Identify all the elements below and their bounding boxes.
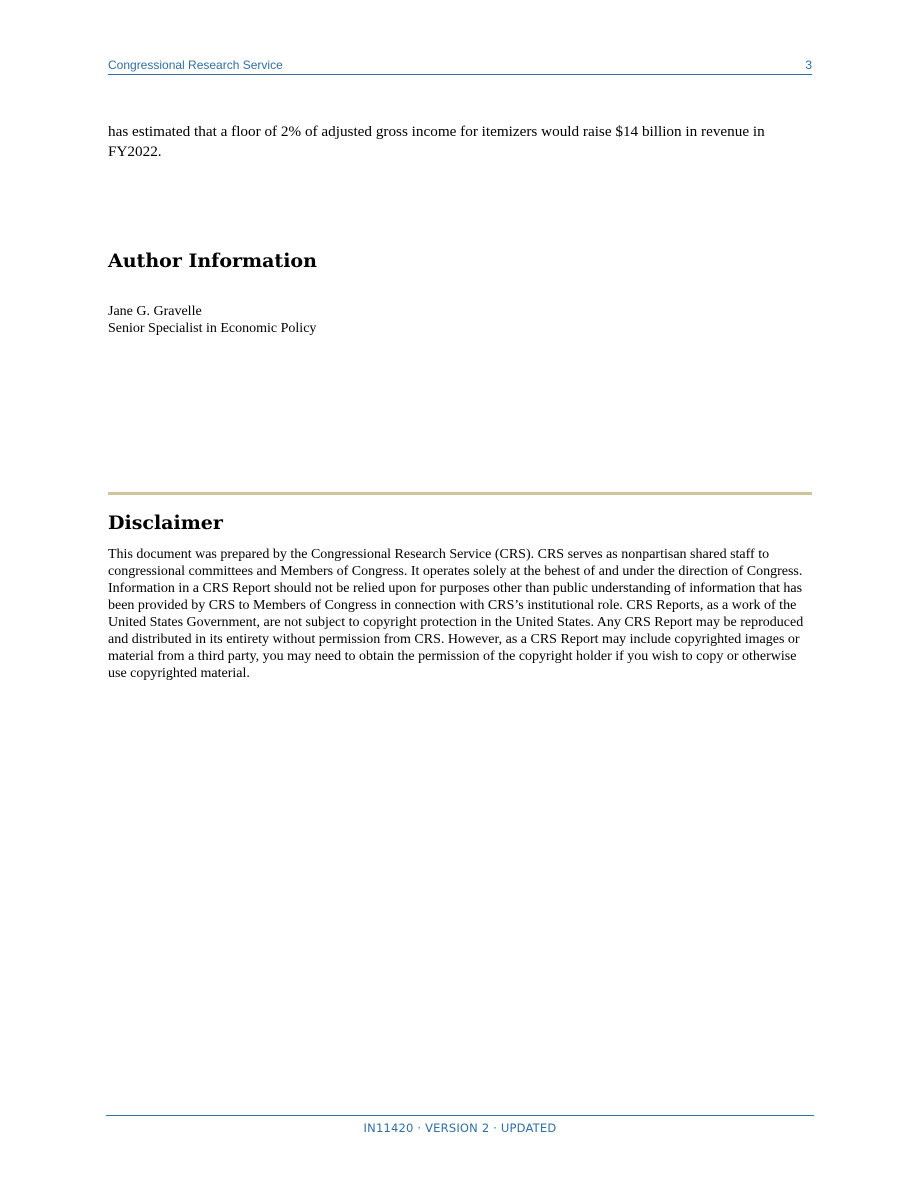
- disclaimer-heading: Disclaimer: [108, 512, 223, 534]
- author-block: [108, 303, 316, 337]
- author-information-heading: Author Information: [108, 250, 317, 272]
- body-continuation-paragraph: has estimated that a floor of 2% of adjusted gross income for itemizers would raise $14 billion in revenue in FY2022.: [108, 123, 765, 160]
- author-title: Senior Specialist in Economic Policy: [108, 321, 317, 336]
- disclaimer-paragraph: This document was prepared by the Congressional Research Service (CRS). CRS serves as nonpartisan shared staff to congressional committees and Members of Congress. It operates solely at the behest of and under the direction of Congress. Information in a CRS Report should not be relied upon for purposes other than public understanding of information that has been provided by CRS to Members of Congress in connection with CRS’s institutional role. CRS Reports, as a work of the United States Government, are not subject to copyright protection in the United States. Any CRS Report may be reproduced and distributed in its entirety without permission from CRS. However, as a CRS Report may include copyrighted images or material from a third party, you may need to obtain the permission of the copyright holder if you wish to copy or otherwise use copyrighted material.: [108, 547, 804, 681]
- footer-rule: [106, 1115, 814, 1116]
- header-org-name: Congressional Research Service: [108, 58, 283, 72]
- header-page-number: 3: [805, 58, 812, 72]
- section-divider: [108, 492, 812, 495]
- author-name: Jane G. Gravelle: [108, 304, 202, 319]
- footer-report-id: IN11420 · VERSION 2 · UPDATED: [363, 1121, 557, 1135]
- page-header: [108, 58, 812, 75]
